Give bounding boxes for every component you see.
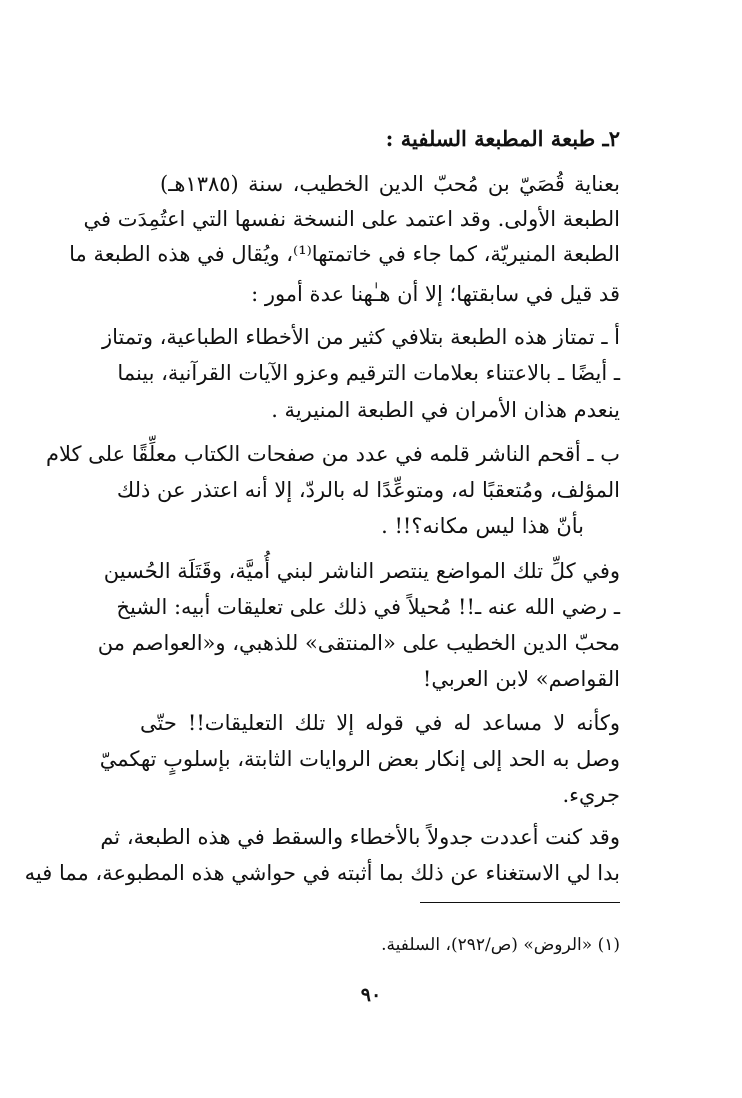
text-line-15: وكأنه لا مساعد له في قوله إلا تلك التعليقات!! حتّى [140,711,620,735]
text-line-16: وصل به الحد إلى إنكار بعض الروايات الثابتة، بإسلوبٍ تهكميّ [99,747,620,771]
text-line-7: ينعدم هذان الأمران في الطبعة المنيرية . [271,398,620,422]
text-line-14: القواصم» لابن العربي! [422,667,620,691]
section-heading: ٢ـ طبعة المطبعة السلفية : [385,126,620,151]
text-line-10: بأنّ هذا ليس مكانه؟!! . [381,514,584,538]
page-number: ٩٠ [360,984,382,1006]
text-line-18: وقد كنت أعددت جدولاً بالأخطاء والسقط في هذه الطبعة، ثم [100,825,620,849]
text-line-9: المؤلف، ومُتعقبًا له، ومتوعِّدًا له بالردّ، إلا أنه اعتذر عن ذلك [116,478,620,502]
text-line-6: ـ أيضًا ـ بالاعتناء بعلامات الترقيم وعزو الآيات القرآنية، بينما [117,361,620,385]
text-line-1: بعناية قُصَيّ بن مُحبّ الدين الخطيب، سنة (١٣٨٥هـ) [160,172,620,196]
text-line-11: وفي كلِّ تلك المواضع ينتصر الناشر لبني أُميَّة، وقَتَلَة الحُسين [103,559,620,583]
text-line-3: الطبعة المنيريّة، كما جاء في خاتمتها⁽¹⁾، ويُقال في هذه الطبعة ما [69,242,620,266]
footnote-separator [420,902,620,903]
text-line-12: ـ رضي الله عنه ـ!! مُحيلاً في ذلك على تعليقات أبيه: الشيخ [116,595,620,619]
text-line-8: ب ـ أقحم الناشر قلمه في عدد من صفحات الكتاب معلِّقًا على كلام [45,442,620,466]
footnote: (١) «الروض» (ص/٢٩٢)، السلفية. [381,935,620,955]
text-line-17: جريء. [562,783,620,807]
text-line-5: أ ـ تمتاز هذه الطبعة بتلافي كثير من الأخطاء الطباعية، وتمتاز [101,325,620,349]
text-line-4: قد قيل في سابقتها؛ إلا أن هـٰهنا عدة أمور : [251,282,620,306]
text-line-13: محبّ الدين الخطيب على «المنتقى» للذهبي، و«العواصم من [97,631,620,655]
text-line-19: بدا لي الاستغناء عن ذلك بما أثبته في حواشي هذه المطبوعة، مما فيه [24,861,620,885]
text-line-2: الطبعة الأولى. وقد اعتمد على النسخة نفسها التي اعتُمِدَت في [83,207,620,231]
